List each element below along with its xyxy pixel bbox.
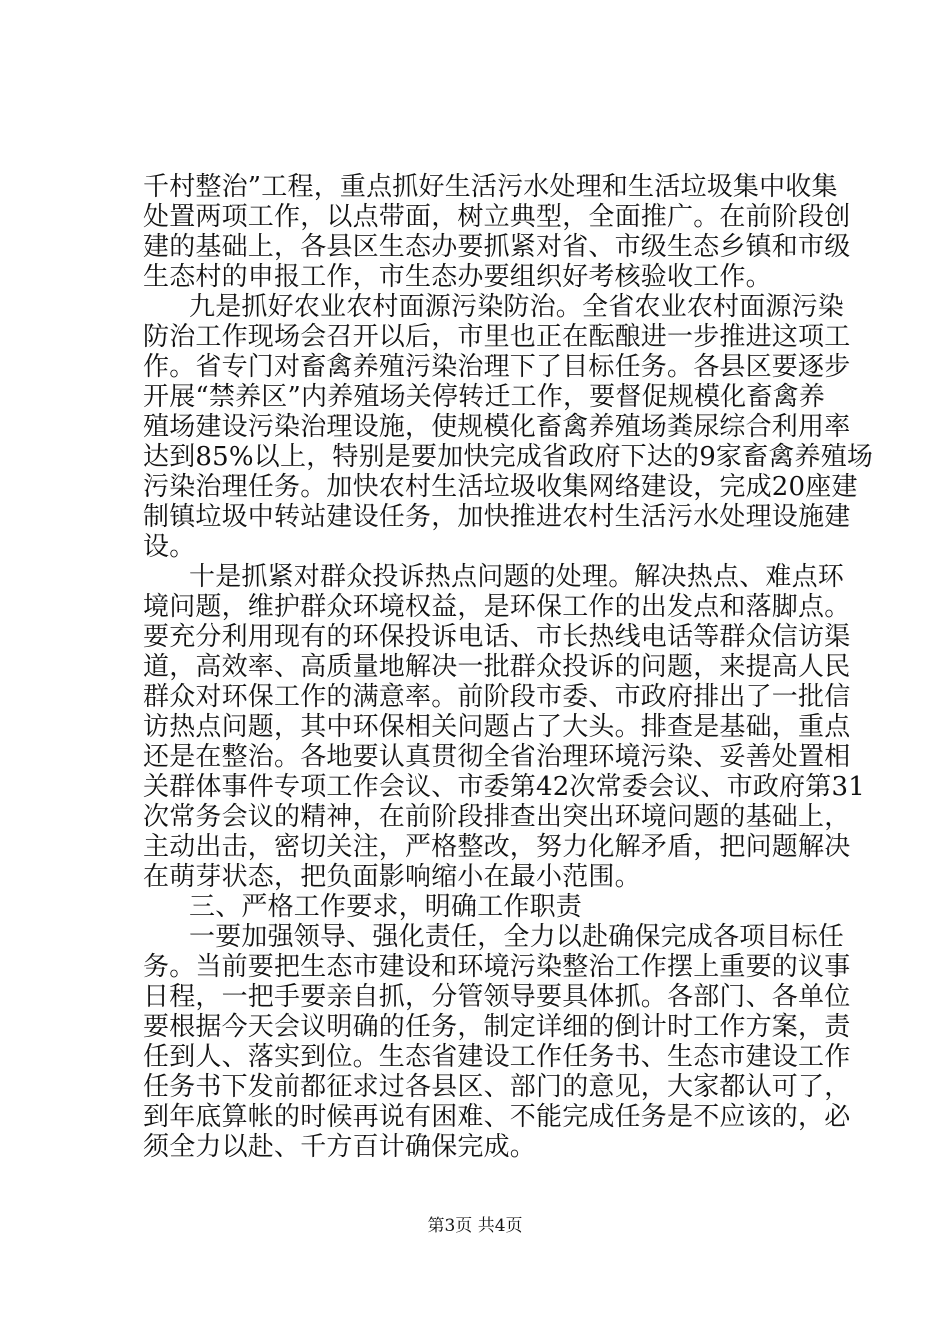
text-line: 任到人、落实到位。生态省建设工作任务书、生态市建设工作 — [143, 1042, 851, 1072]
text-line: 访热点问题，其中环保相关问题占了大头。排查是基础，重点 — [143, 712, 851, 742]
text-line: 须全力以赴、千方百计确保完成。 — [143, 1132, 537, 1162]
text-line: 日程，一把手要亲自抓，分管领导要具体抓。各部门、各单位 — [143, 982, 851, 1012]
text-line: 要充分利用现有的环保投诉电话、市长热线电话等群众信访渠 — [143, 622, 851, 652]
text-line: 建的基础上，各县区生态办要抓紧对省、市级生态乡镇和市级 — [143, 232, 851, 262]
text-line: 还是在整治。各地要认真贯彻全省治理环境污染、妥善处置相 — [143, 742, 851, 772]
text-line: 群众对环保工作的满意率。前阶段市委、市政府排出了一批信 — [143, 682, 851, 712]
text-line: 生态村的申报工作，市生态办要组织好考核验收工作。 — [143, 262, 772, 292]
text-line: 殖场建设污染治理设施，使规模化畜禽养殖场粪尿综合利用率 — [143, 412, 851, 442]
text-line: 到年底算帐的时候再说有困难、不能完成任务是不应该的，必 — [143, 1102, 851, 1132]
text-line: 达到85%以上，特别是要加快完成省政府下达的9家畜禽养殖场 — [143, 442, 874, 472]
paragraph-first-line: 一要加强领导、强化责任，全力以赴确保完成各项目标任 — [189, 922, 845, 952]
text-line: 制镇垃圾中转站建设任务，加快推进农村生活污水处理设施建 — [143, 502, 851, 532]
text-line: 次常务会议的精神，在前阶段排查出突出环境问题的基础上， — [143, 802, 851, 832]
text-line: 主动出击，密切关注，严格整改，努力化解矛盾，把问题解决 — [143, 832, 851, 862]
text-line: 在萌芽状态，把负面影响缩小在最小范围。 — [143, 862, 641, 892]
text-line: 防治工作现场会召开以后，市里也正在酝酿进一步推进这项工 — [143, 322, 851, 352]
text-line: 污染治理任务。加快农村生活垃圾收集网络建设，完成20座建 — [143, 472, 858, 502]
text-line: 作。省专门对畜禽养殖污染治理下了目标任务。各县区要逐步 — [143, 352, 851, 382]
text-line: 要根据今天会议明确的任务，制定详细的倒计时工作方案，责 — [143, 1012, 851, 1042]
page-footer — [0, 1215, 950, 1237]
text-line: 设。 — [143, 532, 196, 562]
text-line: 开展“禁养区”内养殖场关停转迁工作，要督促规模化畜禽养 — [143, 382, 825, 412]
text-line: 处置两项工作，以点带面，树立典型，全面推广。在前阶段创 — [143, 202, 851, 232]
page-number: 第3页 共4页 — [427, 1216, 523, 1236]
text-line: 境问题，维护群众环境权益，是环保工作的出发点和落脚点。 — [143, 592, 851, 622]
text-line: 道，高效率、高质量地解决一批群众投诉的问题，来提高人民 — [143, 652, 851, 682]
paragraph-first-line: 十是抓紧对群众投诉热点问题的处理。解决热点、难点环 — [189, 562, 845, 592]
document-body — [143, 172, 874, 1162]
text-line: 关群体事件专项工作会议、市委第42次常委会议、市政府第31 — [143, 772, 865, 802]
section-heading: 三、严格工作要求，明确工作职责 — [189, 892, 583, 922]
text-line: 务。当前要把生态市建设和环境污染整治工作摆上重要的议事 — [143, 952, 851, 982]
paragraph-first-line: 九是抓好农业农村面源污染防治。全省农业农村面源污染 — [189, 292, 845, 322]
text-line: 千村整治”工程，重点抓好生活污水处理和生活垃圾集中收集 — [143, 172, 838, 202]
text-line: 任务书下发前都征求过各县区、部门的意见，大家都认可了， — [143, 1072, 851, 1102]
